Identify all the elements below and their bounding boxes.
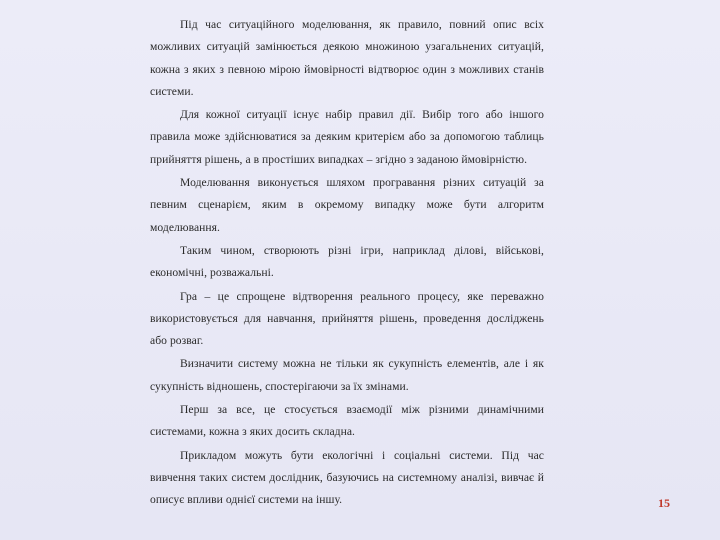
- paragraph-7: Перш за все, це стосується взаємодії між різними динамічними системами, кожна з яких досить складна.: [150, 403, 544, 439]
- paragraph-1: Під час ситуаційного моделювання, як правило, повний опис всіх можливих ситуацій замінюється деякою множиною узагальнених ситуацій, кожна з яких з певною мірою ймовірності відтворює один з можливих станів системи.: [150, 18, 544, 98]
- paragraph-2: Для кожної ситуації існує набір правил дії. Вибір того або іншого правила може здійснюватися за деяким критерієм або за допомогою таблиць прийняття рішень, а в простіших випадках – згідно з заданою ймовірністю.: [150, 108, 544, 166]
- paragraph-5: Гра – це спрощене відтворення реального процесу, яке переважно використовується для навчання, прийняття рішень, проведення досліджень або розваг.: [150, 289, 544, 348]
- document-text: [150, 14, 544, 512]
- paragraph-6: Визначити систему можна не тільки як сукупність елементів, але і як сукупність відношень, спостерігаючи за їх змінами.: [150, 357, 544, 393]
- paragraph-4: Таким чином, створюють різні ігри, наприклад ділові, військові, економічні, розважальні.: [150, 243, 544, 280]
- paragraph-8: Прикладом можуть бути екологічні і соціальні системи. Під час вивчення таких систем дослідник, базуючись на системному аналізі, вивчає й описує впливи однієї системи на іншу.: [150, 448, 544, 507]
- page-number: 15: [658, 496, 670, 510]
- paragraph-3: Моделювання виконується шляхом програвання різних ситуацій за певним сценарієм, яким в окремому випадку може бути алгоритм моделювання.: [150, 176, 544, 234]
